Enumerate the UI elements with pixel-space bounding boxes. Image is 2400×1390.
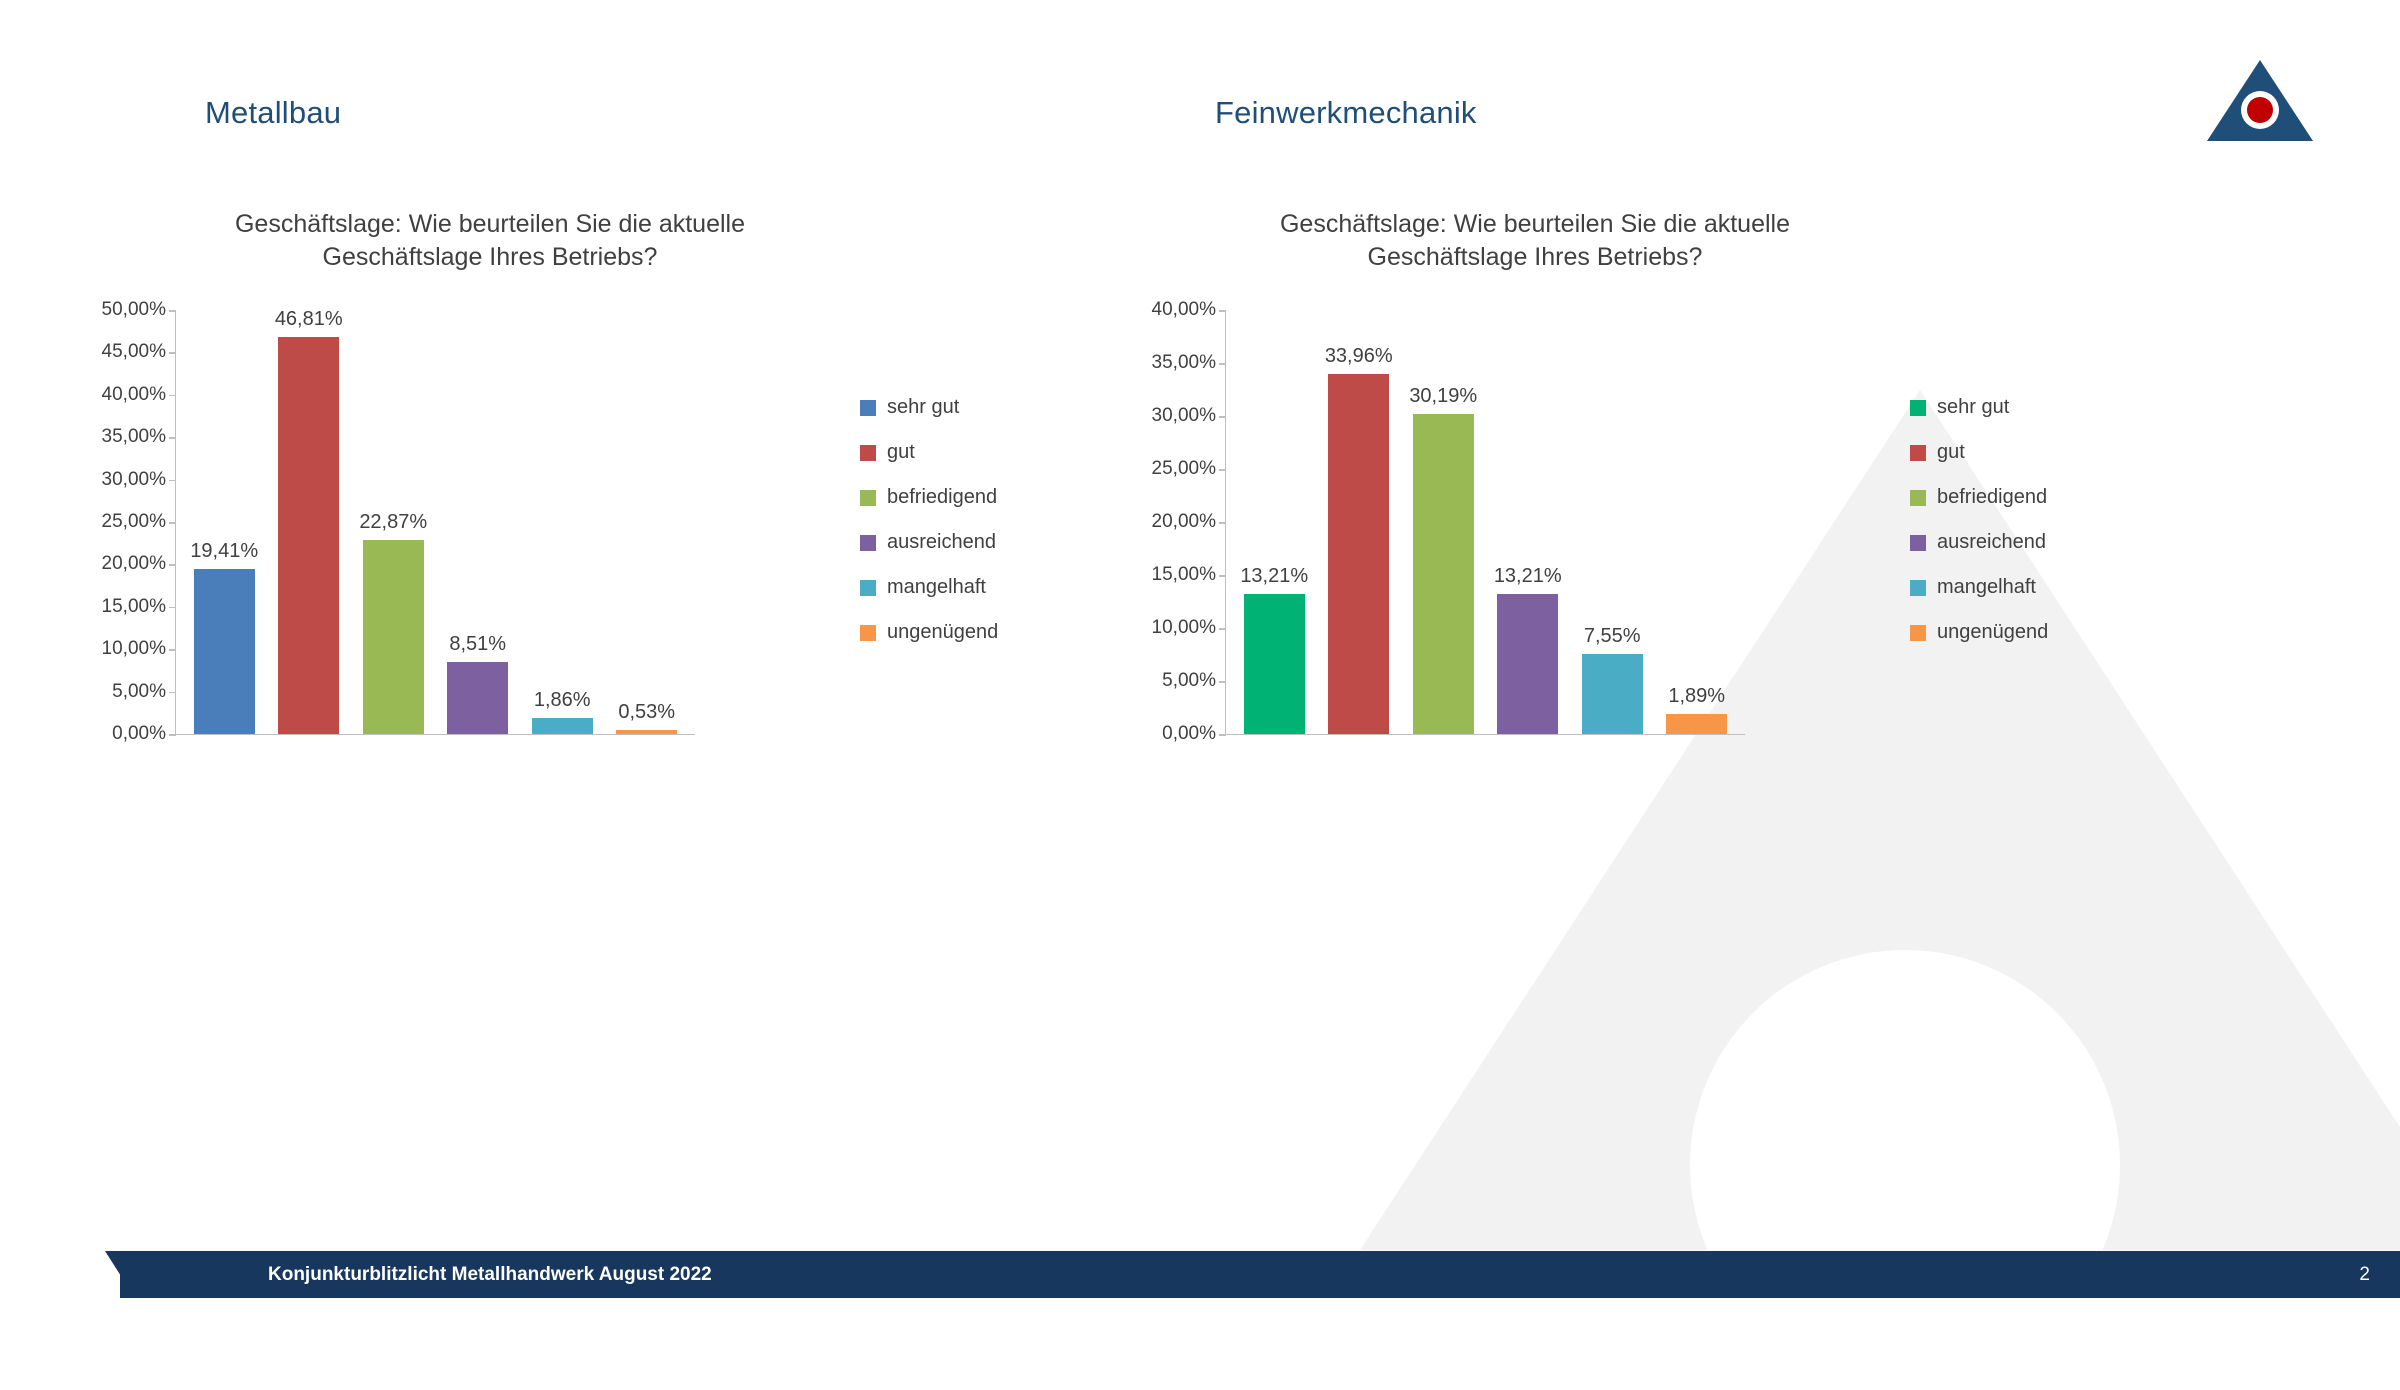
- legend-swatch-icon: [860, 625, 876, 641]
- panel-heading-metallbau: Metallbau: [205, 95, 342, 130]
- legend-item-label: gut: [1937, 441, 1965, 463]
- legend-item-ungenügend[interactable]: [860, 610, 998, 655]
- legend-item-label: sehr gut: [887, 396, 960, 418]
- y-axis-tick-label: 10,00%: [1152, 617, 1216, 639]
- y-axis-tick-mark: [1219, 575, 1226, 577]
- legend-swatch-icon: [860, 400, 876, 416]
- chart-title-line-1: Geschäftslage: Wie beurteilen Sie die aktuelle: [1279, 210, 1790, 238]
- bar-befriedigend[interactable]: [359, 511, 428, 734]
- bar-value-label: 0,53%: [618, 700, 676, 723]
- y-axis-tick-mark: [169, 649, 176, 651]
- bar-sehr-gut[interactable]: [190, 540, 259, 734]
- legend-item-sehr-gut[interactable]: [860, 385, 998, 430]
- bar-column: [436, 310, 521, 734]
- bar-value-label: 13,21%: [1240, 564, 1309, 587]
- y-axis-tick-label: 35,00%: [1152, 352, 1216, 374]
- plot-area: [101, 299, 695, 744]
- bar-value-label: 19,41%: [190, 540, 259, 563]
- y-axis-tick-label: 40,00%: [102, 384, 166, 406]
- legend-swatch-icon: [1910, 580, 1926, 596]
- legend-item-befriedigend[interactable]: [860, 475, 998, 520]
- legend-item-mangelhaft[interactable]: [860, 565, 998, 610]
- footer-page-number: 2: [2359, 1264, 2370, 1285]
- y-axis-tick-mark: [169, 395, 176, 397]
- y-axis-tick-label: 10,00%: [102, 638, 166, 660]
- y-axis-tick-label: 40,00%: [1152, 299, 1216, 321]
- legend-item-gut[interactable]: [1910, 430, 2048, 475]
- bar-value-label: 8,51%: [449, 632, 507, 655]
- legend-item-label: ausreichend: [887, 531, 996, 553]
- y-axis-tick-label: 15,00%: [102, 596, 166, 618]
- y-axis-tick-label: 50,00%: [102, 299, 166, 321]
- panel-heading-feinwerkmechanik: Feinwerkmechanik: [1215, 95, 1477, 130]
- footer-title: Konjunkturblitzlicht Metallhandwerk August 2022: [268, 1264, 712, 1285]
- bar-value-label: 13,21%: [1493, 564, 1562, 587]
- y-axis-tick-mark: [169, 734, 176, 736]
- legend-item-label: befriedigend: [887, 486, 998, 508]
- bar-column: [1486, 310, 1571, 734]
- bar-column: [351, 310, 436, 734]
- legend-swatch-icon: [1910, 625, 1926, 641]
- bar-series: [1226, 310, 1745, 734]
- y-axis-tick-label: 5,00%: [1162, 670, 1216, 692]
- chart-legend: [860, 385, 998, 655]
- legend-swatch-icon: [1910, 490, 1926, 506]
- chart-title-line-2: Geschäftslage Ihres Betriebs?: [322, 243, 658, 272]
- footer: [0, 1251, 2400, 1298]
- legend-swatch-icon: [860, 580, 876, 596]
- y-axis-tick-mark: [169, 692, 176, 694]
- legend-item-label: ungenügend: [887, 621, 999, 643]
- legend-item-label: gut: [887, 441, 915, 463]
- y-axis-tick-label: 30,00%: [1152, 405, 1216, 427]
- bar-value-label: 33,96%: [1324, 345, 1393, 368]
- bar-befriedigend[interactable]: [1409, 385, 1478, 734]
- y-axis-tick-mark: [169, 352, 176, 354]
- bar-value-label: 22,87%: [359, 511, 428, 534]
- y-axis-tick-mark: [169, 437, 176, 439]
- organization-logo: [2205, 58, 2315, 143]
- bar-ausreichend[interactable]: [447, 632, 508, 734]
- chart-title-metallbau: [110, 208, 870, 275]
- y-axis-tick-label: 0,00%: [112, 723, 166, 745]
- legend-item-label: ungenügend: [1937, 621, 2049, 643]
- bar-ungenügend[interactable]: [616, 700, 677, 734]
- chart-title-line-1: Geschäftslage: Wie beurteilen Sie die aktuelle: [234, 210, 745, 238]
- bar-value-label: 46,81%: [274, 308, 343, 331]
- chart-feinwerkmechanik: [1050, 300, 2110, 770]
- y-axis-tick-mark: [1219, 681, 1226, 683]
- plot-area: [1151, 299, 1745, 744]
- legend-item-gut[interactable]: [860, 430, 998, 475]
- bar-column: [267, 310, 352, 734]
- legend-item-mangelhaft[interactable]: [1910, 565, 2048, 610]
- legend-swatch-icon: [860, 535, 876, 551]
- bar-column: [1570, 310, 1655, 734]
- y-axis-tick-label: 30,00%: [102, 469, 166, 491]
- bar-value-label: 1,86%: [533, 689, 591, 712]
- y-axis-tick-label: 25,00%: [102, 511, 166, 533]
- chart-title-line-2: Geschäftslage Ihres Betriebs?: [1367, 243, 1703, 272]
- legend-swatch-icon: [860, 490, 876, 506]
- legend-item-befriedigend[interactable]: [1910, 475, 2048, 520]
- footer-bar: [120, 1251, 2400, 1298]
- bar-mangelhaft[interactable]: [1582, 624, 1643, 734]
- legend-item-ausreichend[interactable]: [1910, 520, 2048, 565]
- legend-swatch-icon: [1910, 400, 1926, 416]
- legend-item-label: ausreichend: [1937, 531, 2046, 553]
- bar-value-label: 7,55%: [1583, 624, 1641, 647]
- legend-swatch-icon: [1910, 445, 1926, 461]
- y-axis-tick-label: 20,00%: [102, 553, 166, 575]
- bar-column: [1317, 310, 1402, 734]
- y-axis-tick-mark: [169, 564, 176, 566]
- bar-series: [176, 310, 695, 734]
- bar-sehr-gut[interactable]: [1240, 564, 1309, 734]
- bar-column: [1655, 310, 1740, 734]
- y-axis-tick-mark: [1219, 628, 1226, 630]
- legend-swatch-icon: [860, 445, 876, 461]
- chart-title-feinwerkmechanik: [1155, 208, 1915, 275]
- bar-value-label: 1,89%: [1668, 684, 1726, 707]
- y-axis-tick-mark: [169, 607, 176, 609]
- y-axis-tick-label: 20,00%: [1152, 511, 1216, 533]
- y-axis-tick-mark: [169, 310, 176, 312]
- bar-column: [1401, 310, 1486, 734]
- y-axis-tick-mark: [1219, 469, 1226, 471]
- y-axis-tick-label: 5,00%: [112, 681, 166, 703]
- chart-metallbau: [0, 300, 1060, 770]
- y-axis-tick-mark: [1219, 363, 1226, 365]
- y-axis-tick-mark: [1219, 416, 1226, 418]
- watermark-circle: [1690, 950, 2120, 1380]
- y-axis-tick-label: 15,00%: [1152, 564, 1216, 586]
- legend-item-sehr-gut[interactable]: [1910, 385, 2048, 430]
- legend-swatch-icon: [1910, 535, 1926, 551]
- y-axis-tick-label: 25,00%: [1152, 458, 1216, 480]
- y-axis-tick-label: 45,00%: [102, 341, 166, 363]
- bar-ausreichend[interactable]: [1493, 564, 1562, 734]
- bar-column: [1232, 310, 1317, 734]
- y-axis-tick-mark: [1219, 522, 1226, 524]
- y-axis-tick-label: 0,00%: [1162, 723, 1216, 745]
- legend-item-label: befriedigend: [1937, 486, 2048, 508]
- bar-column: [605, 310, 690, 734]
- bar-column: [182, 310, 267, 734]
- legend-item-ungenügend[interactable]: [1910, 610, 2048, 655]
- y-axis-tick-label: 35,00%: [102, 426, 166, 448]
- legend-item-ausreichend[interactable]: [860, 520, 998, 565]
- y-axis-tick-mark: [169, 480, 176, 482]
- bar-mangelhaft[interactable]: [532, 689, 593, 734]
- legend-item-label: mangelhaft: [887, 576, 986, 598]
- bar-gut[interactable]: [1324, 345, 1393, 734]
- y-axis-tick-mark: [1219, 310, 1226, 312]
- bar-gut[interactable]: [274, 308, 343, 734]
- y-axis-tick-mark: [169, 522, 176, 524]
- legend-item-label: sehr gut: [1937, 396, 2010, 418]
- chart-legend: [1910, 385, 2048, 655]
- bar-value-label: 30,19%: [1409, 385, 1478, 407]
- y-axis-tick-mark: [1219, 734, 1226, 736]
- legend-item-label: mangelhaft: [1937, 576, 2036, 598]
- bar-ungenügend[interactable]: [1666, 684, 1727, 734]
- bar-column: [520, 310, 605, 734]
